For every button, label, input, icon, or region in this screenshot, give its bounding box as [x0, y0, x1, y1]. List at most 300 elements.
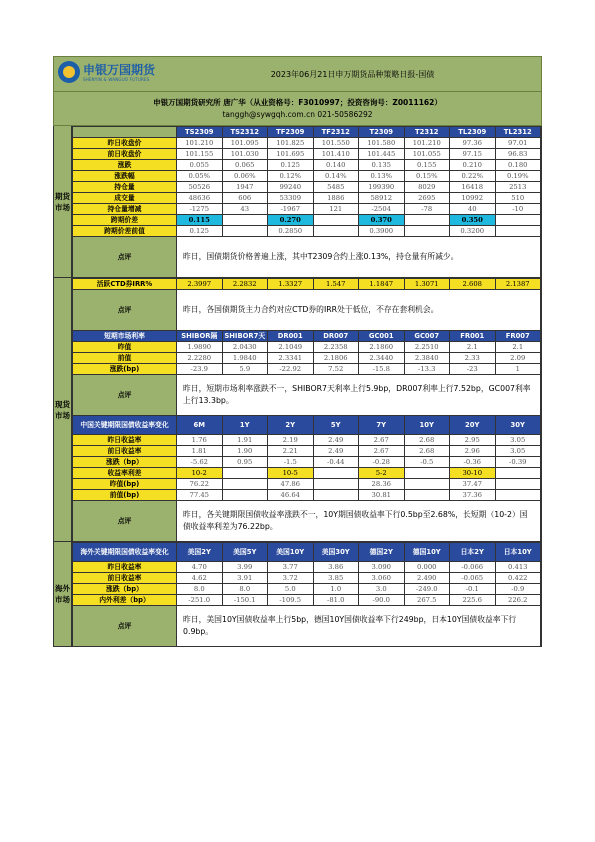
row-label: 昨值 — [73, 342, 177, 353]
row-label: 成交量 — [73, 193, 177, 204]
value-cell: -23.9 — [177, 364, 223, 375]
overseas-section — [53, 542, 542, 647]
spacer-cell — [222, 468, 268, 479]
value-cell: 2.67 — [359, 435, 405, 446]
header-label: 中国关键期限国债收益率变化 — [73, 416, 177, 435]
row-label: 前值(bp) — [73, 490, 177, 501]
table-row — [73, 446, 541, 457]
value-cell: 5485 — [313, 182, 359, 193]
comment-label: 点评 — [73, 375, 177, 416]
row-label: 昨日收益率 — [73, 562, 177, 573]
value-cell: 2.09 — [495, 353, 541, 364]
spread-header-row — [73, 468, 541, 479]
spacer-cell — [404, 490, 450, 501]
value-cell: 2.21 — [268, 446, 314, 457]
value-cell: 1.0 — [313, 584, 359, 595]
value-cell: 1.9840 — [222, 353, 268, 364]
author-info — [53, 92, 542, 126]
spread-value: 47.86 — [268, 479, 314, 490]
spacer-cell — [404, 215, 450, 226]
column-header: 美国2Y — [177, 543, 223, 562]
spread-value: 37.47 — [450, 479, 496, 490]
value-cell: 7.52 — [313, 364, 359, 375]
futures-section-label — [54, 126, 72, 278]
column-header: TF2312 — [313, 127, 359, 138]
column-header: 6M — [177, 416, 223, 435]
header-label: 海外关键期限国债收益率变化 — [73, 543, 177, 562]
value-cell: 0.422 — [495, 573, 541, 584]
spacer-cell — [222, 215, 268, 226]
column-header: GC007 — [404, 331, 450, 342]
overseas-table — [72, 542, 541, 647]
value-cell: 2.49 — [313, 435, 359, 446]
value-cell: 0.065 — [222, 160, 268, 171]
spacer-cell — [222, 479, 268, 490]
spread-value: 0.115 — [177, 215, 223, 226]
spacer-cell — [404, 226, 450, 237]
spread-header: 30-10 — [450, 468, 496, 479]
row-label: 涨跌 — [73, 160, 177, 171]
value-cell: -0.9 — [495, 584, 541, 595]
value-cell: -22.92 — [268, 364, 314, 375]
ctd-value: 2.1387 — [495, 279, 541, 290]
value-cell: 2.3341 — [268, 353, 314, 364]
ctd-value: 2.608 — [450, 279, 496, 290]
spread-value: 30.81 — [359, 490, 405, 501]
value-cell: 50526 — [177, 182, 223, 193]
spacer-cell — [313, 468, 359, 479]
value-cell: 43 — [222, 204, 268, 215]
value-cell: -0.28 — [359, 457, 405, 468]
comment-label: 点评 — [73, 237, 177, 278]
value-cell: -251.0 — [177, 595, 223, 606]
value-cell: -0.39 — [495, 457, 541, 468]
column-header: TS2309 — [177, 127, 223, 138]
table-row — [73, 364, 541, 375]
value-cell: -1.5 — [268, 457, 314, 468]
value-cell: 2.1 — [495, 342, 541, 353]
futures-section — [53, 126, 542, 278]
value-cell: 225.6 — [450, 595, 496, 606]
spot-section — [53, 278, 542, 542]
row-label: 涨跌(bp) — [73, 364, 177, 375]
value-cell: 101.410 — [313, 149, 359, 160]
column-header: T2309 — [359, 127, 405, 138]
value-cell: 3.090 — [359, 562, 405, 573]
spot-section-label — [54, 278, 72, 542]
value-cell: 53309 — [268, 193, 314, 204]
value-cell: -78 — [404, 204, 450, 215]
value-cell: 2.0430 — [222, 342, 268, 353]
spacer-cell — [313, 479, 359, 490]
comment-row — [73, 237, 541, 278]
value-cell: 8.0 — [177, 584, 223, 595]
column-header: 德国10Y — [404, 543, 450, 562]
value-cell: -1275 — [177, 204, 223, 215]
value-cell: -1967 — [268, 204, 314, 215]
value-cell: -23 — [450, 364, 496, 375]
value-cell: 2.2510 — [404, 342, 450, 353]
value-cell: 1.90 — [222, 446, 268, 457]
column-header: SHIBOR7天 — [222, 331, 268, 342]
row-label: 跨期价差 — [73, 215, 177, 226]
value-cell: 101.095 — [222, 138, 268, 149]
value-cell: 101.155 — [177, 149, 223, 160]
spread-value: 76.22 — [177, 479, 223, 490]
value-cell: 101.550 — [313, 138, 359, 149]
table-row — [73, 160, 541, 171]
spread-value: 0.370 — [359, 215, 405, 226]
value-cell: 58912 — [359, 193, 405, 204]
value-cell: 2.96 — [450, 446, 496, 457]
column-header: 20Y — [450, 416, 496, 435]
spacer-cell — [313, 226, 359, 237]
header-row — [73, 416, 541, 435]
comment-text: 昨日，美国10Y国债收益率上行5bp，德国10Y国债收益率下行249bp，日本10Y国债收益率下行0.9bp。 — [177, 606, 541, 647]
column-header: GC001 — [359, 331, 405, 342]
value-cell: -109.5 — [268, 595, 314, 606]
value-cell: 510 — [495, 193, 541, 204]
value-cell: 101.445 — [359, 149, 405, 160]
company-logo — [58, 60, 158, 88]
value-cell: 101.580 — [359, 138, 405, 149]
row-label: 前值 — [73, 353, 177, 364]
value-cell: 0.155 — [404, 160, 450, 171]
spacer-cell — [495, 226, 541, 237]
value-cell: -5.62 — [177, 457, 223, 468]
column-header: FR001 — [450, 331, 496, 342]
table-row — [73, 584, 541, 595]
value-cell: 2.2280 — [177, 353, 223, 364]
comment-label: 点评 — [73, 501, 177, 542]
value-cell: 267.5 — [404, 595, 450, 606]
comment-text: 昨日，短期市场利率涨跌不一，SHIBOR7天利率上行5.9bp，DR007利率上行7.52bp，GC007利率上行13.3bp。 — [177, 375, 541, 416]
spot-table — [72, 278, 541, 542]
value-cell: 2.1860 — [359, 342, 405, 353]
spread-value: 37.36 — [450, 490, 496, 501]
value-cell: 1 — [495, 364, 541, 375]
comment-row — [73, 290, 541, 331]
row-label: 前日收益率 — [73, 573, 177, 584]
value-cell: 97.15 — [450, 149, 496, 160]
column-header: 美国5Y — [222, 543, 268, 562]
row-label: 持仓量增减 — [73, 204, 177, 215]
column-header: DR007 — [313, 331, 359, 342]
value-cell: 199390 — [359, 182, 405, 193]
comment-row — [73, 375, 541, 416]
spacer-cell — [404, 468, 450, 479]
value-cell: -0.44 — [313, 457, 359, 468]
table-row — [73, 342, 541, 353]
value-cell: 99240 — [268, 182, 314, 193]
value-cell: 101.210 — [177, 138, 223, 149]
row-label: 收益率利差 — [73, 468, 177, 479]
spread-value: 0.125 — [177, 226, 223, 237]
value-cell: 0.06% — [222, 171, 268, 182]
value-cell: -0.1 — [450, 584, 496, 595]
value-cell: -13.3 — [404, 364, 450, 375]
column-header: TF2309 — [268, 127, 314, 138]
value-cell: 2.1 — [450, 342, 496, 353]
report-sheet — [53, 56, 542, 647]
column-header: FR007 — [495, 331, 541, 342]
value-cell: 1947 — [222, 182, 268, 193]
column-header: 1Y — [222, 416, 268, 435]
comment-text: 昨日，国债期货价格普遍上涨，其中T2309合约上涨0.13%，持仓量有所减少。 — [177, 237, 541, 278]
value-cell: 0.413 — [495, 562, 541, 573]
value-cell: 0.055 — [177, 160, 223, 171]
value-cell: 97.36 — [450, 138, 496, 149]
spread-value: 28.36 — [359, 479, 405, 490]
row-label: 跨期价差前值 — [73, 226, 177, 237]
table-row — [73, 149, 541, 160]
value-cell: -0.066 — [450, 562, 496, 573]
table-row — [73, 193, 541, 204]
spacer-cell — [313, 490, 359, 501]
value-cell: 0.125 — [268, 160, 314, 171]
row-label: 前日收盘价 — [73, 149, 177, 160]
value-cell: 2695 — [404, 193, 450, 204]
spacer-cell — [495, 215, 541, 226]
comment-label: 点评 — [73, 290, 177, 331]
value-cell: 2.490 — [404, 573, 450, 584]
logo-cn-text: 申银万国期货 — [83, 63, 156, 77]
row-label: 活跃CTD券IRR% — [73, 279, 177, 290]
spacer-cell — [222, 490, 268, 501]
value-cell: 16418 — [450, 182, 496, 193]
value-cell: -0.36 — [450, 457, 496, 468]
value-cell: 0.19% — [495, 171, 541, 182]
column-header: 德国2Y — [359, 543, 405, 562]
comment-row — [73, 501, 541, 542]
author-line: 申银万国期货研究所 唐广华（从业资格号：F3010997；投资咨询号：Z0011162） — [153, 98, 442, 107]
report-header — [53, 56, 542, 92]
value-cell: 3.72 — [268, 573, 314, 584]
value-cell: 8.0 — [222, 584, 268, 595]
value-cell: 4.70 — [177, 562, 223, 573]
ctd-value: 1.1847 — [359, 279, 405, 290]
column-header: TS2312 — [222, 127, 268, 138]
row-label: 涨跌幅 — [73, 171, 177, 182]
spread-value: 77.45 — [177, 490, 223, 501]
futures-label-text: 期货 市场 — [55, 191, 70, 212]
value-cell: 8029 — [404, 182, 450, 193]
ctd-value: 1.547 — [313, 279, 359, 290]
ctd-value: 1.3071 — [404, 279, 450, 290]
value-cell: 0.180 — [495, 160, 541, 171]
table-row — [73, 215, 541, 226]
row-label: 昨日收益率 — [73, 435, 177, 446]
table-row — [73, 457, 541, 468]
table-row — [73, 595, 541, 606]
value-cell: -15.8 — [359, 364, 405, 375]
value-cell: 1.81 — [177, 446, 223, 457]
value-cell: -150.1 — [222, 595, 268, 606]
value-cell: 101.055 — [404, 149, 450, 160]
column-header: TL2312 — [495, 127, 541, 138]
comment-label: 点评 — [73, 606, 177, 647]
spread-header: 10-5 — [268, 468, 314, 479]
column-header: 30Y — [495, 416, 541, 435]
column-header: 美国10Y — [268, 543, 314, 562]
spacer-cell — [495, 468, 541, 479]
value-cell: 2.2358 — [313, 342, 359, 353]
table-row — [73, 138, 541, 149]
value-cell: 2.1806 — [313, 353, 359, 364]
row-label: 内外利差（bp） — [73, 595, 177, 606]
table-row — [73, 171, 541, 182]
value-cell: 3.0 — [359, 584, 405, 595]
row-label: 涨跌（bp） — [73, 584, 177, 595]
value-cell: 0.140 — [313, 160, 359, 171]
spread-value: 0.3200 — [450, 226, 496, 237]
value-cell: 1.76 — [177, 435, 223, 446]
value-cell: -90.0 — [359, 595, 405, 606]
header-label — [73, 127, 177, 138]
header-row — [73, 331, 541, 342]
value-cell: 2.68 — [404, 446, 450, 457]
value-cell: -0.065 — [450, 573, 496, 584]
ctd-value: 2.2832 — [222, 279, 268, 290]
value-cell: 101.695 — [268, 149, 314, 160]
spread-header: 10-2 — [177, 468, 223, 479]
header-label: 短期市场利率 — [73, 331, 177, 342]
table-row — [73, 204, 541, 215]
table-row — [73, 573, 541, 584]
ctd-row — [73, 279, 541, 290]
ctd-value: 1.3327 — [268, 279, 314, 290]
spread-value: 0.350 — [450, 215, 496, 226]
value-cell: -10 — [495, 204, 541, 215]
column-header: TL2309 — [450, 127, 496, 138]
value-cell: -81.0 — [313, 595, 359, 606]
row-label: 涨跌（bp） — [73, 457, 177, 468]
value-cell: 101.030 — [222, 149, 268, 160]
value-cell: -2504 — [359, 204, 405, 215]
column-header: 7Y — [359, 416, 405, 435]
value-cell: 101.210 — [404, 138, 450, 149]
value-cell: 0.14% — [313, 171, 359, 182]
value-cell: 3.05 — [495, 446, 541, 457]
column-header: 日本2Y — [450, 543, 496, 562]
value-cell: 0.05% — [177, 171, 223, 182]
spread-value: 0.270 — [268, 215, 314, 226]
value-cell: 2.19 — [268, 435, 314, 446]
spacer-cell — [222, 226, 268, 237]
value-cell: -249.0 — [404, 584, 450, 595]
column-header: 美国30Y — [313, 543, 359, 562]
header-row — [73, 543, 541, 562]
table-row — [73, 353, 541, 364]
value-cell: 3.05 — [495, 435, 541, 446]
value-cell: 48636 — [177, 193, 223, 204]
column-header: T2312 — [404, 127, 450, 138]
column-header: SHIBOR隔 — [177, 331, 223, 342]
value-cell: 3.86 — [313, 562, 359, 573]
spread-header: 5-2 — [359, 468, 405, 479]
spacer-cell — [404, 479, 450, 490]
spacer-cell — [495, 490, 541, 501]
value-cell: 0.210 — [450, 160, 496, 171]
overseas-section-label — [54, 542, 72, 647]
value-cell: 2.68 — [404, 435, 450, 446]
value-cell: 121 — [313, 204, 359, 215]
value-cell: 3.85 — [313, 573, 359, 584]
value-cell: 2.3440 — [359, 353, 405, 364]
value-cell: 2.1049 — [268, 342, 314, 353]
table-row — [73, 226, 541, 237]
spacer-cell — [495, 479, 541, 490]
logo-mark-icon — [58, 61, 80, 83]
header-row — [73, 127, 541, 138]
value-cell: 3.99 — [222, 562, 268, 573]
value-cell: 96.83 — [495, 149, 541, 160]
value-cell: 606 — [222, 193, 268, 204]
spacer-cell — [313, 215, 359, 226]
row-label: 持仓量 — [73, 182, 177, 193]
contact-line: tanggh@sywgqh.com.cn 021-50586292 — [222, 110, 373, 119]
futures-table — [72, 126, 541, 278]
table-row — [73, 562, 541, 573]
value-cell: 40 — [450, 204, 496, 215]
value-cell: 3.060 — [359, 573, 405, 584]
report-title: 2023年06月21日申万期货品种策略日报-国债 — [270, 70, 435, 79]
spread-value: 0.2850 — [268, 226, 314, 237]
value-cell: 2.95 — [450, 435, 496, 446]
value-cell: 3.77 — [268, 562, 314, 573]
table-row — [73, 490, 541, 501]
comment-text: 昨日，各关键期限国债收益率涨跌不一，10Y期国债收益率下行0.5bp至2.68%，长短期（10-2）国债收益率利差为76.22bp。 — [177, 501, 541, 542]
value-cell: 2.49 — [313, 446, 359, 457]
comment-row — [73, 606, 541, 647]
value-cell: 97.01 — [495, 138, 541, 149]
column-header: DR001 — [268, 331, 314, 342]
value-cell: 2513 — [495, 182, 541, 193]
overseas-label-text: 海外 市场 — [55, 584, 70, 604]
value-cell: 3.91 — [222, 573, 268, 584]
value-cell: 5.0 — [268, 584, 314, 595]
table-row — [73, 435, 541, 446]
value-cell: 0.12% — [268, 171, 314, 182]
value-cell: 226.2 — [495, 595, 541, 606]
value-cell: 0.000 — [404, 562, 450, 573]
table-row — [73, 182, 541, 193]
column-header: 10Y — [404, 416, 450, 435]
spot-label-text: 现货 市场 — [55, 399, 70, 420]
comment-text: 昨日，各国债期货主力合约对应CTD券的IRR处于低位，不存在套利机会。 — [177, 290, 541, 331]
column-header: 5Y — [313, 416, 359, 435]
value-cell: 0.15% — [404, 171, 450, 182]
row-label: 昨日收盘价 — [73, 138, 177, 149]
row-label: 昨值(bp) — [73, 479, 177, 490]
column-header: 2Y — [268, 416, 314, 435]
value-cell: 0.135 — [359, 160, 405, 171]
value-cell: 101.825 — [268, 138, 314, 149]
value-cell: 0.22% — [450, 171, 496, 182]
ctd-value: 2.3997 — [177, 279, 223, 290]
value-cell: 1.91 — [222, 435, 268, 446]
spread-value: 0.3900 — [359, 226, 405, 237]
logo-en-text: SHENYIN & WANGUO FUTURES — [83, 77, 150, 82]
value-cell: 1.9890 — [177, 342, 223, 353]
spread-value: 46.64 — [268, 490, 314, 501]
value-cell: 0.95 — [222, 457, 268, 468]
value-cell: 1886 — [313, 193, 359, 204]
column-header: 日本10Y — [495, 543, 541, 562]
value-cell: 2.67 — [359, 446, 405, 457]
value-cell: 10992 — [450, 193, 496, 204]
value-cell: 2.33 — [450, 353, 496, 364]
